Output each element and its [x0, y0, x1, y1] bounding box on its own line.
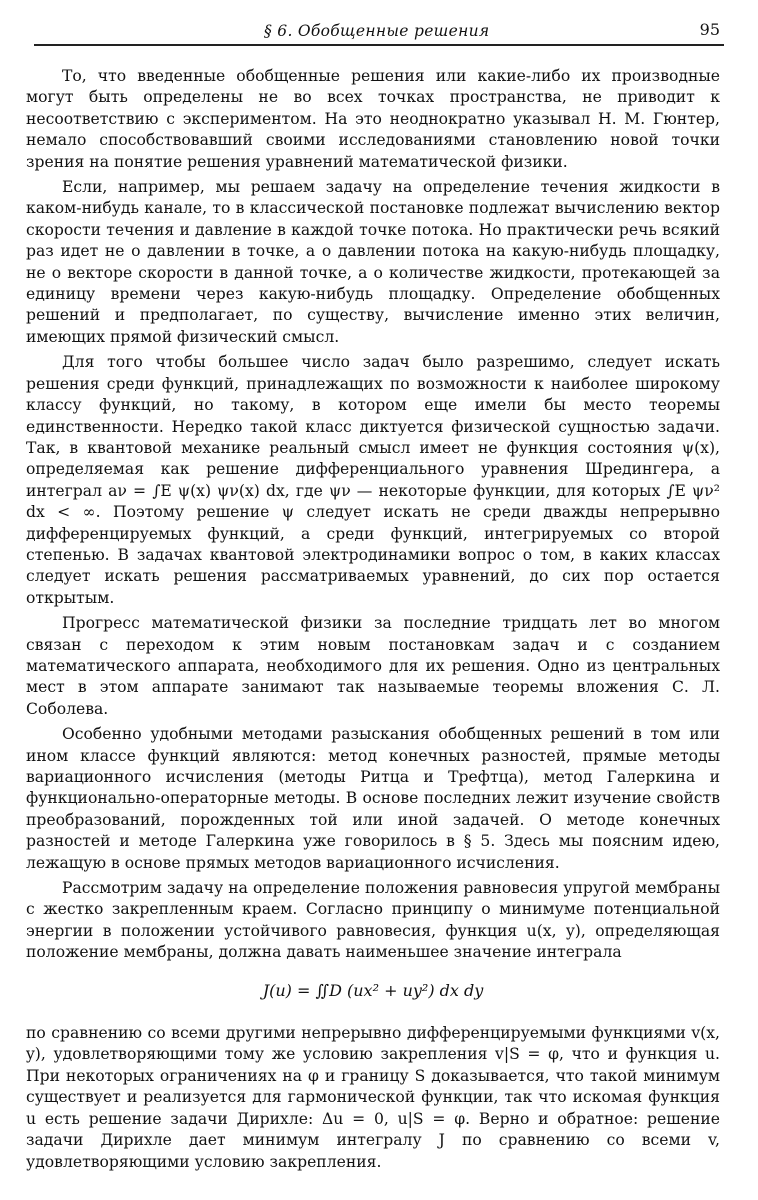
- running-title: § 6. Обобщенные решения: [264, 22, 490, 40]
- paragraph-5: Особенно удобными методами разыскания обобщенных решений в том или ином классе функций являются: метод конечных разностей, прямые методы вариационного исчисления (методы Ритца и Трефтца), метод Галеркина и функционально-операторные методы. В основе последних лежит изучение свойств преобразований, порожденных той или иной задачей. О методе конечных разностей и методе Галеркина уже говорилось в § 5. Здесь мы поясним идею, лежащую в основе прямых методов вариационного исчисления.: [26, 725, 720, 872]
- paragraph-7: по сравнению со всеми другими непрерывно дифференцируемыми функциями v(x, y), удовлетворяющими тому же условию закрепления v|S = φ, что и функция u. При некоторых ограничениях на φ и границу S доказывается, что такой минимум существует и реализуется для гармонической функции, так что искомая функция u есть решение задачи Дирихле: Δu = 0, u|S = φ. Верно и обратное: решение задачи Дирихле дает минимум интегралу J по сравнению со всеми v, удовлетворяющими условию закрепления.: [26, 1024, 720, 1171]
- paragraph-2: Если, например, мы решаем задачу на определение течения жидкости в каком-нибудь канале, то в классической постановке подлежат вычислению вектор скорости течения и давление в каждой точке потока. Но практически речь всякий раз идет не о давлении в точке, а о давлении потока на какую-нибудь площадку, не о векторе скорости в данной точке, а о количестве жидкости, протекающей за единицу времени через какую-нибудь площадку. Определение обобщенных решений и предполагает, по существу, вычисление именно этих величин, имеющих прямой физический смысл.: [26, 178, 720, 346]
- dirichlet-integral-formula: J(u) = ∬D (ux² + uy²) dx dy: [262, 980, 484, 1000]
- paragraph-3: Для того чтобы большее число задач было разрешимо, следует искать решения среди функций, принадлежащих по возможности к наиболее широкому классу функций, но такому, в котором еще имели бы место теоремы единственности. Нередко такой класс диктуется физической сущностью задачи. Так, в квантовой механике реальный смысл имеет не функция состояния ψ(x), определяемая как решение дифференциального уравнения Шредингера, а интеграл aν = ∫E ψ(x) ψν(x) dx, где ψν — некоторые функции, для которых ∫E ψν² dx < ∞. Поэтому решение ψ следует искать не среди дважды непрерывно дифференцируемых функций, а среди функций, интегрируемых со второй степенью. В задачах квантовой электродинамики вопрос о том, в каких классах следует искать решения рассматриваемых уравнений, до сих пор остается открытым.: [26, 353, 720, 607]
- paragraph-4: Прогресс математической физики за последние тридцать лет во многом связан с переходом к этим новым постановкам задач и с созданием математического аппарата, необходимого для их решения. Одно из центральных мест в этом аппарате занимают так называемые теоремы вложения С. Л. Соболева.: [26, 614, 720, 718]
- page-number: 95: [699, 20, 720, 39]
- paragraph-1: То, что введенные обобщенные решения или какие-либо их производные могут быть определены не во всех точках пространства, не приводит к несоответствию с экспериментом. На это неоднократно указывал Н. М. Гюнтер, немало способствовавший своими исследованиями становлению новой точки зрения на понятие решения уравнений математической физики.: [26, 67, 720, 171]
- paragraph-6: Рассмотрим задачу на определение положения равновесия упругой мембраны с жестко закрепленным краем. Согласно принципу о минимуме потенциальной энергии в положении устойчивого равновесия, функция u(x, y), определяющая положение мембраны, должна давать наименьшее значение интеграла: [26, 879, 720, 962]
- page-body: [26, 66, 720, 1173]
- header-rule: [34, 44, 724, 46]
- page-header: [34, 14, 724, 44]
